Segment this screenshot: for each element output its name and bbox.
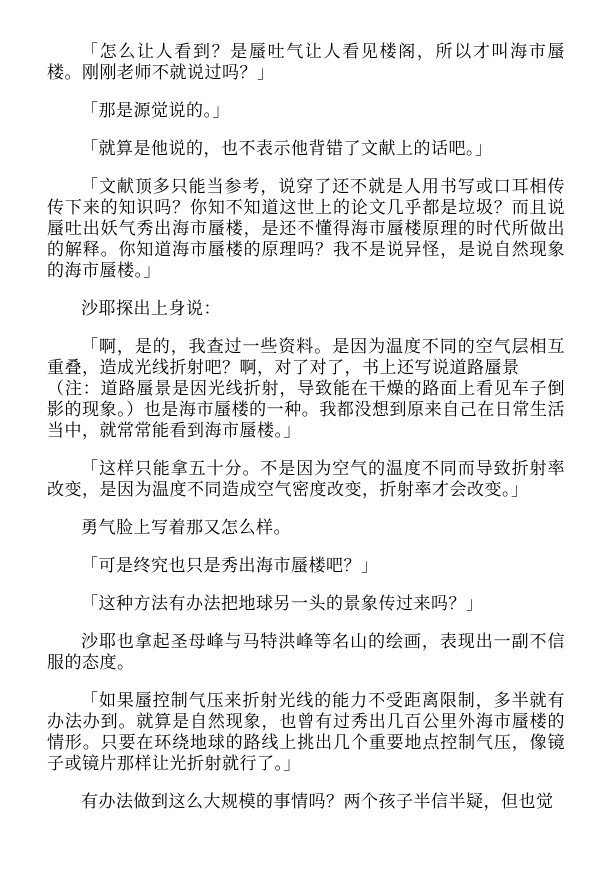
paragraph-13: 有办法做到这么大规模的事情吗？两个孩子半信半疑，但也觉: [81, 792, 554, 811]
paragraph-1: 「怎么让人看到？是蜃吐气让人看见楼阁，所以才叫海市蜃楼。刚刚老师不就说过吗？」: [47, 42, 565, 82]
paragraph-6: [47, 336, 565, 441]
paragraph-6-note-text: （注：道路蜃景是因光线折射，导致能在干燥的路面上看见车子倒影的现象。）也是海市蜃楼的一种。我都没想到原来自己在日常生活当中，就常常能看到海市蜃楼。」: [47, 379, 565, 440]
paragraph-11: 沙耶也拿起圣母峰与马特洪峰等名山的绘画，表现出一副不信服的态度。: [47, 632, 565, 672]
paragraph-3: 「就算是他说的，也不表示他背错了文献上的话吧。」: [81, 139, 493, 158]
paragraph-6-main-text: 「啊，是的，我查过一些资料。是因为温度不同的空气层相互重叠，造成光线折射吧？啊，对了对了，书上还写说道路蜃景: [47, 337, 565, 377]
paragraph-12: 「如果蜃控制气压来折射光线的能力不受距离限制，多半就有办法办到。就算是自然现象，也曾有过秀出几百公里外海市蜃楼的情形。只要在环绕地球的路线上挑出几个重要地点控制气压，像镜子或镜片那样让光折射就行了。」: [47, 691, 565, 773]
paragraph-8: 勇气脸上写着那又怎么样。: [81, 518, 291, 537]
paragraph-5: 沙耶探出上身说：: [81, 299, 221, 318]
paragraph-7: 「这样只能拿五十分。不是因为空气的温度不同而导致折射率改变，是因为温度不同造成空气密度改变，折射率才会改变。」: [47, 459, 565, 499]
paragraph-9: 「可是终究也只是秀出海市蜃楼吧？」: [81, 556, 379, 575]
paragraph-4: 「文献顶多只能当参考，说穿了还不就是人用书写或口耳相传传下来的知识吗？你知不知道这世上的论文几乎都是垃圾？而且说蜃吐出妖气秀出海市蜃楼，是还不懂得海市蜃楼原理的时代所做出的解释。你知道海市蜃楼的原理吗？我不是说异怪，是说自然现象的海市蜃楼。」: [47, 177, 565, 280]
paragraph-2: 「那是源觉说的。」: [81, 101, 230, 120]
paragraph-10: 「这种方法有办法把地球另一头的景象传过来吗？」: [81, 594, 484, 613]
